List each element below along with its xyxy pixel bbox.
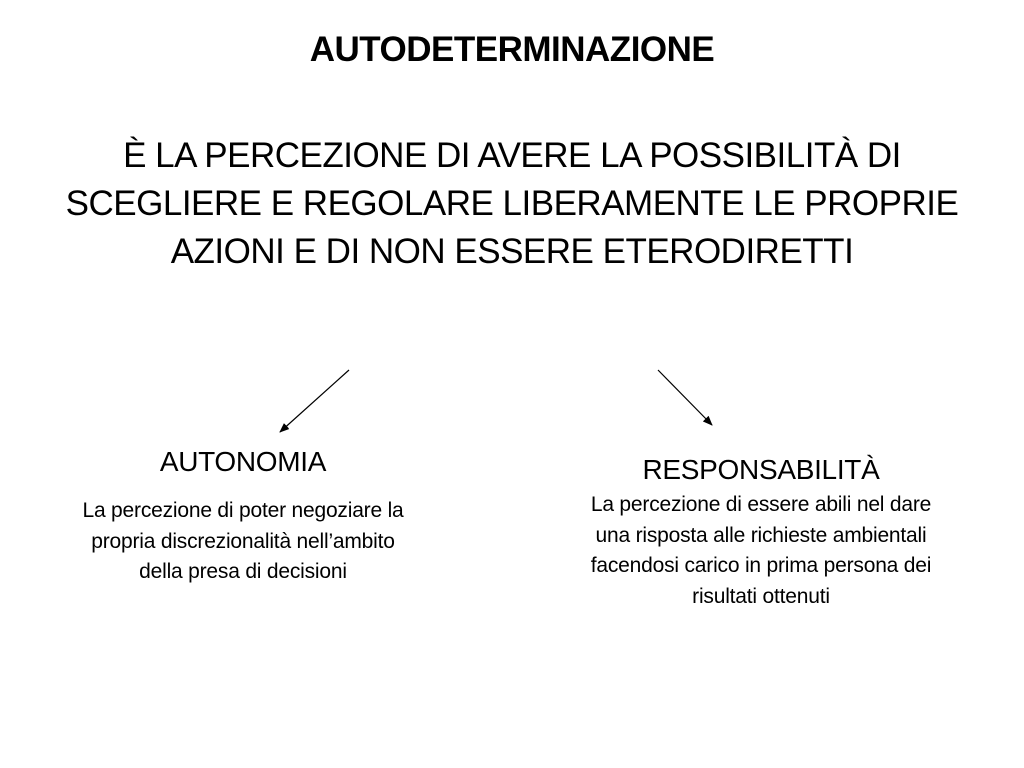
arrow-to-responsabilita bbox=[658, 370, 712, 425]
branch-description: La percezione di poter negoziare la propria discrezionalità nell’ambito della presa di decisioni bbox=[82, 499, 404, 583]
branch-heading: AUTONOMIA bbox=[159, 446, 327, 477]
branch-autonomia bbox=[78, 444, 408, 588]
branch-description: La percezione di essere abili nel dare una risposta alle richieste ambientali facendosi carico in prima persona dei risultati ottenuti bbox=[590, 493, 932, 608]
branch-responsabilita bbox=[586, 452, 936, 612]
branch-heading: RESPONSABILITÀ bbox=[642, 454, 880, 485]
arrow-to-autonomia bbox=[280, 370, 349, 432]
slide-title: AUTODETERMINAZIONE bbox=[309, 30, 715, 69]
definition-text: È LA PERCEZIONE DI AVERE LA POSSIBILITÀ DI SCEGLIERE E REGOLARE LIBERAMENTE LE PROPRIE AZIONI E DI NON ESSERE ETERODIRETTI bbox=[65, 136, 959, 271]
